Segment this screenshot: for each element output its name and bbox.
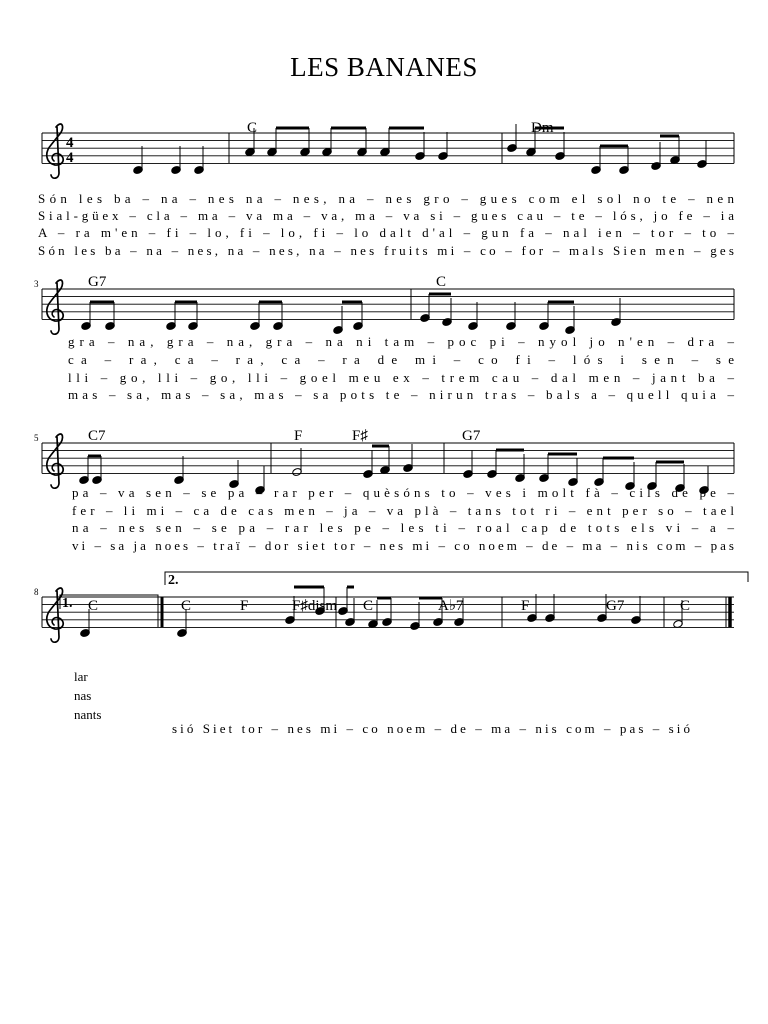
- lyric-line: pa – va sen – se pa – rar per – quèsóns to – ves i molt fà – cils de pe –: [72, 485, 735, 500]
- first-ending-lyric: nants: [74, 707, 102, 722]
- lyric-line: mas – sa, mas – sa, mas – sa pots te – nirun tras – bals a – quell quia –: [68, 387, 734, 402]
- lyric-line: vi – sa ja noes – traï – dor siet tor – nes mi – co noem – de – ma – nis com – pas: [72, 538, 734, 553]
- chord-symbol: C: [181, 598, 192, 614]
- treble-clef-icon: [47, 434, 63, 488]
- chord-symbol: G7: [462, 428, 481, 444]
- lyric-line: lli – go, lli – go, lli – goel meu ex – trem cau – dal men – jant ba –: [68, 370, 734, 385]
- measure-number: 8: [34, 587, 39, 597]
- chord-symbol: G7: [606, 598, 625, 614]
- lyric-line: Són les ba – na – nes na – nes, na – nes gro – gues com el sol no te – nen: [38, 191, 735, 206]
- volta-bracket-2: [165, 572, 748, 585]
- measure-number: 5: [34, 433, 39, 443]
- chord-symbol: F: [240, 598, 249, 614]
- lyric-line: na – nes sen – se pa – rar les pe – les ti – roal cap de tots els vi – a –: [72, 520, 735, 535]
- treble-clef-icon: [47, 124, 63, 178]
- lyric-line: A – ra m'en – fi – lo, fi – lo, fi – lo dalt d'al – gun fa – nal ien – tor – to –: [38, 225, 734, 240]
- first-ending-lyric: lar: [74, 669, 88, 684]
- chord-symbol: C: [247, 120, 258, 136]
- measure-number: 3: [34, 279, 39, 289]
- volta-label-2: 2.: [168, 573, 179, 588]
- chord-symbol: F: [521, 598, 530, 614]
- lyric-line: Sial-güex – cla – ma – va ma – va, ma – va si – gues cau – te – lós, jo fe – ia: [38, 208, 734, 223]
- treble-clef-icon: [47, 588, 63, 642]
- first-ending-lyric: nas: [74, 688, 92, 703]
- treble-clef-icon: [47, 280, 63, 334]
- chord-symbol: C: [363, 598, 374, 614]
- lyric-line: Són les ba – na – nes, na – nes, na – nes fruits mi – co – for – mals Sien men – ges: [38, 243, 734, 258]
- lyric-line: ca – ra, ca – ra, ca – ra de mi – co fi – lós i sen – se: [68, 352, 735, 367]
- time-signature-bottom: 4: [66, 150, 74, 166]
- chord-symbol: C: [436, 274, 447, 290]
- chord-symbol: A♭7: [438, 598, 464, 614]
- chord-symbol: G7: [88, 274, 107, 290]
- page-title: LES BANANES: [290, 52, 478, 82]
- chord-symbol: C: [88, 598, 99, 614]
- chord-symbol: Dm: [531, 120, 554, 136]
- chord-symbol: C: [680, 598, 691, 614]
- chord-symbol: C7: [88, 428, 106, 444]
- second-ending-lyric: sió Siet tor – nes mi – co noem – de – ma – nis com – pas – sió: [172, 721, 691, 736]
- chord-symbol: F♯: [352, 428, 368, 444]
- time-signature-top: 4: [66, 135, 74, 151]
- lyric-line: gra – na, gra – na, gra – na ni tam – poc pi – nyol jo n'en – dra –: [68, 334, 735, 349]
- lyric-line: fer – li mi – ca de cas men – ja – va plà – tans tot ri – ent per so – tael: [72, 503, 734, 518]
- chord-symbol: F♯dism: [292, 598, 338, 614]
- chord-symbol: F: [294, 428, 303, 444]
- volta-label-1: 1.: [62, 596, 73, 611]
